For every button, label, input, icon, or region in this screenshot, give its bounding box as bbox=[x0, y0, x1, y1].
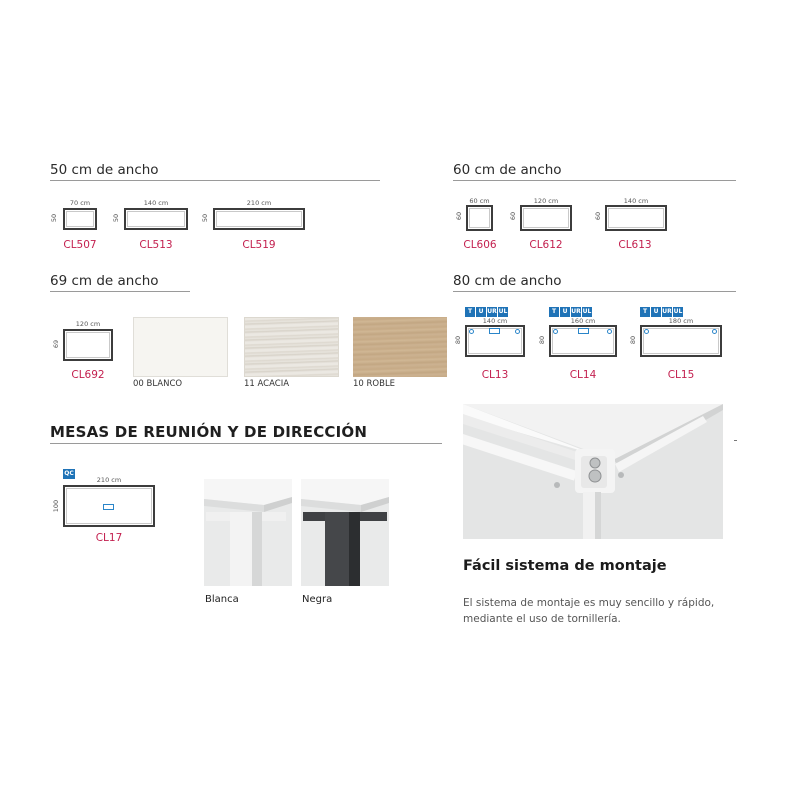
cable-slot bbox=[489, 328, 500, 334]
badge-ul: UL bbox=[582, 308, 592, 315]
table-plan-cl507 bbox=[63, 208, 97, 230]
table-plan-cl612 bbox=[520, 205, 572, 231]
product-code-cl507: CL507 bbox=[63, 239, 97, 251]
width-label: 140 cm bbox=[623, 197, 649, 205]
depth-label: 60 bbox=[509, 211, 517, 221]
width-label: 140 cm bbox=[143, 199, 169, 207]
top-type-badges bbox=[465, 298, 509, 317]
badge-u: U bbox=[560, 307, 570, 317]
section-rule-69 bbox=[50, 291, 190, 292]
badge-t: T bbox=[549, 307, 559, 317]
white-leg-illustration bbox=[204, 479, 292, 586]
finish-label-roble: 10 ROBLE bbox=[353, 379, 396, 389]
width-label: 140 cm bbox=[482, 317, 508, 325]
leg-label-black: Negra bbox=[302, 594, 333, 605]
section-title-80: 80 cm de ancho bbox=[453, 273, 562, 289]
assembly-photo bbox=[463, 404, 723, 539]
section-title-69: 69 cm de ancho bbox=[50, 273, 159, 289]
badge-ur: UR bbox=[571, 308, 581, 315]
finish-label-blanco: 00 BLANCO bbox=[133, 379, 183, 389]
product-code-cl692: CL692 bbox=[71, 369, 105, 381]
badge-t: T bbox=[465, 307, 475, 317]
product-code-cl513: CL513 bbox=[139, 239, 173, 251]
badge-u: U bbox=[651, 307, 661, 317]
badge-ul: UL bbox=[673, 308, 683, 315]
badge-qc: QC bbox=[64, 470, 74, 477]
fixing-hole bbox=[607, 329, 612, 334]
top-type-badges bbox=[640, 298, 684, 317]
fixing-hole bbox=[553, 329, 558, 334]
section-title-50: 50 cm de ancho bbox=[50, 162, 159, 178]
depth-label: 80 bbox=[454, 335, 462, 345]
fixing-hole bbox=[644, 329, 649, 334]
product-code-cl606: CL606 bbox=[463, 239, 497, 251]
table-plan-cl613 bbox=[605, 205, 667, 231]
product-code-cl13: CL13 bbox=[481, 369, 509, 381]
badge-u: U bbox=[476, 307, 486, 317]
width-label: 120 cm bbox=[533, 197, 559, 205]
width-label: 120 cm bbox=[75, 320, 101, 328]
width-label: 60 cm bbox=[469, 197, 490, 205]
depth-label: 60 bbox=[594, 211, 602, 221]
assembly-title: Fácil sistema de montaje bbox=[463, 558, 667, 574]
section-rule-60 bbox=[453, 180, 736, 181]
finish-swatch-acacia bbox=[244, 317, 339, 377]
badge-ul: UL bbox=[498, 308, 508, 315]
width-label: 70 cm bbox=[69, 199, 91, 207]
badge-ur: UR bbox=[662, 308, 672, 315]
product-code-cl612: CL612 bbox=[529, 239, 563, 251]
assembly-description: El sistema de montaje es muy sencillo y rápido, mediante el uso de tornillería. bbox=[463, 597, 715, 625]
fixing-hole bbox=[469, 329, 474, 334]
table-plan-cl692 bbox=[63, 329, 113, 361]
product-code-cl613: CL613 bbox=[618, 239, 652, 251]
product-code-cl519: CL519 bbox=[242, 239, 276, 251]
side-mark bbox=[734, 440, 737, 441]
badge-t: T bbox=[640, 307, 650, 317]
black-leg-illustration bbox=[301, 479, 389, 586]
width-label: 210 cm bbox=[246, 199, 272, 207]
width-label: 180 cm bbox=[668, 317, 694, 325]
product-code-cl17: CL17 bbox=[95, 532, 123, 544]
depth-label: 50 bbox=[112, 213, 120, 223]
depth-label: 50 bbox=[50, 213, 58, 223]
table-plan-cl519 bbox=[213, 208, 305, 230]
table-plan-cl513 bbox=[124, 208, 188, 230]
badge-ur: UR bbox=[487, 308, 497, 315]
depth-label: 80 bbox=[629, 335, 637, 345]
finish-label-acacia: 11 ACACIA bbox=[244, 379, 290, 389]
depth-label: 69 bbox=[52, 339, 60, 349]
leg-photo-white bbox=[204, 479, 292, 586]
section-rule-50 bbox=[50, 180, 380, 181]
depth-label: 50 bbox=[201, 213, 209, 223]
width-label: 210 cm bbox=[96, 476, 122, 484]
table-plan-cl606 bbox=[466, 205, 493, 231]
top-type-badges bbox=[549, 298, 593, 317]
table-plan-cl15 bbox=[640, 325, 722, 357]
depth-label: 80 bbox=[538, 335, 546, 345]
leg-photo-black bbox=[301, 479, 389, 586]
meetings-rule bbox=[50, 443, 442, 444]
finish-swatch-blanco bbox=[133, 317, 228, 377]
cable-slot bbox=[578, 328, 589, 334]
section-rule-80 bbox=[453, 291, 736, 292]
fixing-hole bbox=[712, 329, 717, 334]
depth-label: 60 bbox=[455, 211, 463, 221]
meetings-title: MESAS DE REUNIÓN Y DE DIRECCIÓN bbox=[50, 423, 368, 441]
finish-swatch-roble bbox=[353, 317, 447, 377]
cable-slot bbox=[103, 504, 114, 510]
product-code-cl15: CL15 bbox=[667, 369, 695, 381]
width-label: 160 cm bbox=[570, 317, 596, 325]
product-code-cl14: CL14 bbox=[569, 369, 597, 381]
fixing-hole bbox=[515, 329, 520, 334]
assembly-illustration bbox=[463, 404, 723, 539]
leg-label-white: Blanca bbox=[205, 594, 239, 605]
depth-label: 100 bbox=[52, 499, 60, 513]
section-title-60: 60 cm de ancho bbox=[453, 162, 562, 178]
